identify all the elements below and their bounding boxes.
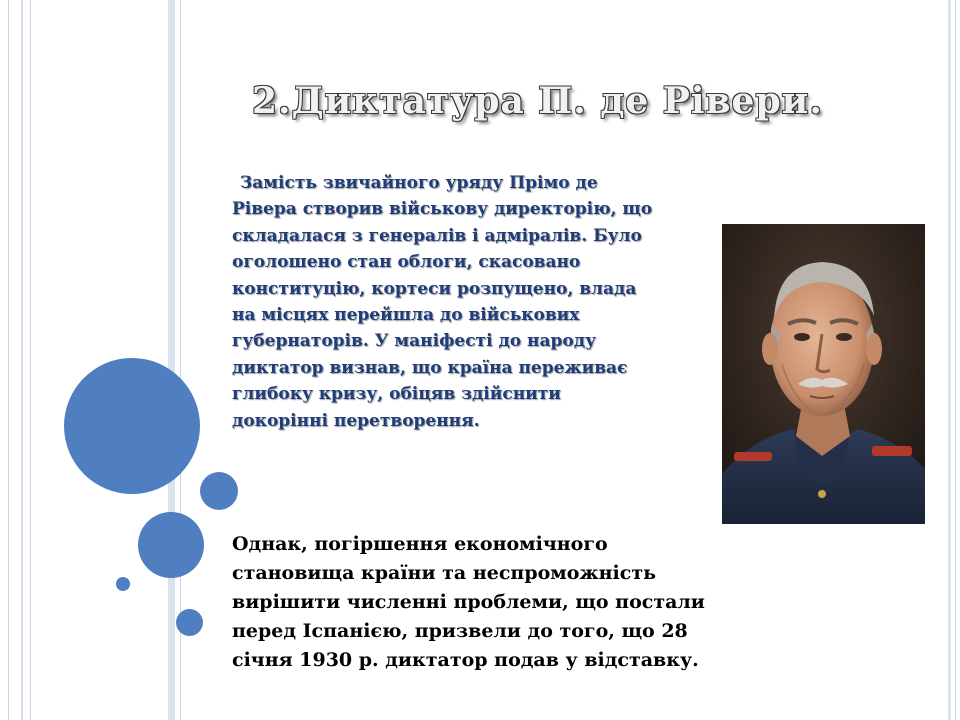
body-paragraph-resignation: Однак, погіршення економічного становища країни та неспроможність вирішити численні проблеми, що постали перед Іспанією, призвели до того, що 28 січня 1930 р. диктатор подав у відставку.: [232, 533, 705, 671]
decorative-circle-small: [200, 472, 238, 510]
decorative-circle-tiny: [116, 577, 130, 591]
body-paragraph-directory: Замість звичайного уряду Прімо де Рівера створив військову директорію, що складалася з генералів і адміралів. Було оголошено стан облоги, скасовано конституцію, кортеси розпущено, влада на місцях перейшла до військових губернаторів. У маніфесті до народу диктатор визнав, що країна переживає глибоку кризу, обіцяв здійснити докорінні перетворення.: [232, 173, 653, 431]
decorative-line: [30, 0, 31, 720]
decorative-line: [168, 0, 175, 720]
decorative-circle-medium: [138, 512, 204, 578]
decorative-circle-large: [64, 358, 200, 494]
portrait-image: [722, 224, 925, 524]
decorative-line: [948, 0, 951, 720]
decorative-circle-small: [176, 609, 203, 636]
decorative-line: [8, 0, 9, 720]
decorative-line: [21, 0, 23, 720]
decorative-line: [955, 0, 956, 720]
slide-title: 2.Диктатура П. де Рівери.: [252, 80, 823, 122]
